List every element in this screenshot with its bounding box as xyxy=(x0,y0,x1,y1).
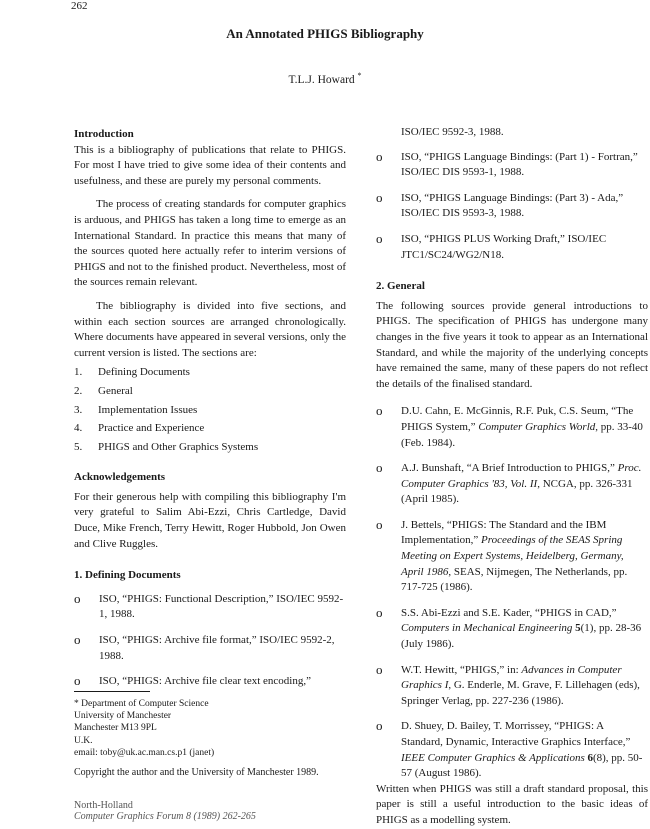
bullet-icon: o xyxy=(74,632,81,648)
journal-citation: Computer Graphics Forum 8 (1989) 262-265 xyxy=(74,811,256,822)
section-2-intro: The following sources provide general introductions to PHIGS. The specification of PHIGS has undergone many changes in the five years it took to appear as an International Standard, and while the majority of the underlying concepts have remained the same, many of these papers do not reflect the details of the finalised standard. xyxy=(376,299,648,390)
author-affiliation-footnote: * Department of Computer Science University of Manchester Manchester M13 9PL U.K. email: toby@uk.ac.man.cs.p1 (janet) xyxy=(74,699,215,758)
reference-item: o S.S. Abi-Ezzi and S.E. Kader, “PHIGS in CAD,” Computers in Mechanical Engineering 5(1), pp. 28-36 (July 1986). xyxy=(376,604,642,651)
list-item: 1. Defining Documents xyxy=(74,366,190,379)
publisher-name: North-Holland xyxy=(74,800,133,811)
paper-title: An Annotated PHIGS Bibliography xyxy=(226,26,424,41)
bullet-icon: o xyxy=(376,230,383,246)
left-column xyxy=(74,127,346,690)
reference-item: o ISO, “PHIGS: Archive file clear text encoding,” xyxy=(74,673,311,689)
bullet-icon: o xyxy=(376,148,383,164)
reference-continuation: ISO/IEC 9592-3, 1988. xyxy=(401,126,504,138)
reference-item: o ISO, “PHIGS: Archive file format,” ISO/IEC 9592-2, 1988. xyxy=(74,632,335,662)
intro-paragraph-3: The bibliography is divided into five sections, and within each section sources are arranged chronologically. Where documents have appeared in several versions, only the current version is listed. The sections are: xyxy=(74,299,346,359)
author-line xyxy=(0,71,650,86)
reference-annotation: Written when PHIGS was still a draft standard proposal, this paper is still a useful introduction to the basic ideas of PHIGS as a modelling system. xyxy=(376,782,648,826)
reference-item: o ISO, “PHIGS: Functional Description,” ISO/IEC 9592-1, 1988. xyxy=(74,590,344,621)
reference-item: o A.J. Bunshaft, “A Brief Introduction to PHIGS,” Proc. Computer Graphics '83, Vol. II, NCGA, pp. 326-331 (April 1985). xyxy=(376,460,642,506)
bullet-icon: o xyxy=(376,604,383,620)
bullet-icon: o xyxy=(376,403,383,419)
section-list xyxy=(74,365,346,455)
list-item: 5. PHIGS and Other Graphics Systems xyxy=(74,440,259,453)
footnote-divider xyxy=(74,691,150,692)
author-footnote-mark: * xyxy=(357,71,362,80)
reference-item: o ISO, “PHIGS PLUS Working Draft,” ISO/IEC JTC1/SC24/WG2/N18. xyxy=(376,230,607,261)
list-item: 2. General xyxy=(74,384,133,397)
author-name: T.L.J. Howard xyxy=(288,73,355,86)
introduction-heading: Introduction xyxy=(74,128,134,140)
acknowledgements-heading: Acknowledgements xyxy=(74,471,166,484)
reference-item: o D. Shuey, D. Bailey, T. Morrissey, “PHIGS: A Standard, Dynamic, Interactive Graphics Interface,” IEEE Computer Graphics & Applications 6(8), pp. 50-57 (August 1986). xyxy=(376,718,643,780)
reference-item: o D.U. Cahn, E. McGinnis, R.F. Puk, C.S. Seum, “The PHIGS System,” Computer Graphics World, pp. 33-40 (Feb. 1984). xyxy=(376,403,643,449)
list-item: 4. Practice and Experience xyxy=(74,422,205,435)
bullet-icon: o xyxy=(74,590,81,606)
publisher-footer xyxy=(74,800,256,822)
reference-item: o W.T. Hewitt, “PHIGS,” in: Advances in Computer Graphics I, G. Enderle, M. Grave, F. Lillehagen (eds), Springer Verlag, pp. 227-236 (1986). xyxy=(376,661,640,707)
bullet-icon: o xyxy=(376,661,383,677)
reference-item: o J. Bettels, “PHIGS: The Standard and the IBM Implementation,” Proceedings of the SEAS Spring Meeting on Expert Systems, Heidelberg, Germany, April 1986, SEAS, Nijmegen, The Netherlands, pp. 717-725 (1986). xyxy=(376,516,628,594)
reference-item: o ISO, “PHIGS Language Bindings: (Part 1) - Fortran,” ISO/IEC DIS 9593-1, 1988. xyxy=(376,148,638,179)
acknowledgements-text: For their generous help with compiling this bibliography I'm very grateful to Salim Abi-Ezzi, Chris Cartledge, David Duce, Mike French, Terry Hewitt, Roger Hubbold, Jon Owen and Clive Ruggles. xyxy=(74,490,346,550)
bullet-icon: o xyxy=(74,673,81,689)
section-2-heading: 2. General xyxy=(376,280,425,293)
bullet-icon: o xyxy=(376,189,383,205)
page-number: 262 xyxy=(71,0,88,12)
intro-paragraph-2: The process of creating standards for computer graphics is arduous, and PHIGS has taken a long time to emerge as an International Standard. In practice this means that many of the sources quoted here actually refer to interim versions of PHIGS and not to the finished product. Nevertheless, most of the sources remain relevant. xyxy=(74,198,346,289)
copyright-notice: Copyright the author and the University of Manchester 1989. xyxy=(74,767,319,778)
section-1-heading: 1. Defining Documents xyxy=(74,569,181,582)
right-column xyxy=(376,125,648,829)
reference-item: o ISO, “PHIGS Language Bindings: (Part 3) - Ada,” ISO/IEC DIS 9593-3, 1988. xyxy=(376,189,624,220)
list-item: 3. Implementation Issues xyxy=(74,403,198,416)
bullet-icon: o xyxy=(376,718,383,734)
bullet-icon: o xyxy=(376,460,383,476)
bullet-icon: o xyxy=(376,516,383,532)
intro-paragraph-1: This is a bibliography of publications that relate to PHIGS. For most I have tried to give some idea of their contents and usefulness, and these are purely my personal comments. xyxy=(74,143,346,187)
